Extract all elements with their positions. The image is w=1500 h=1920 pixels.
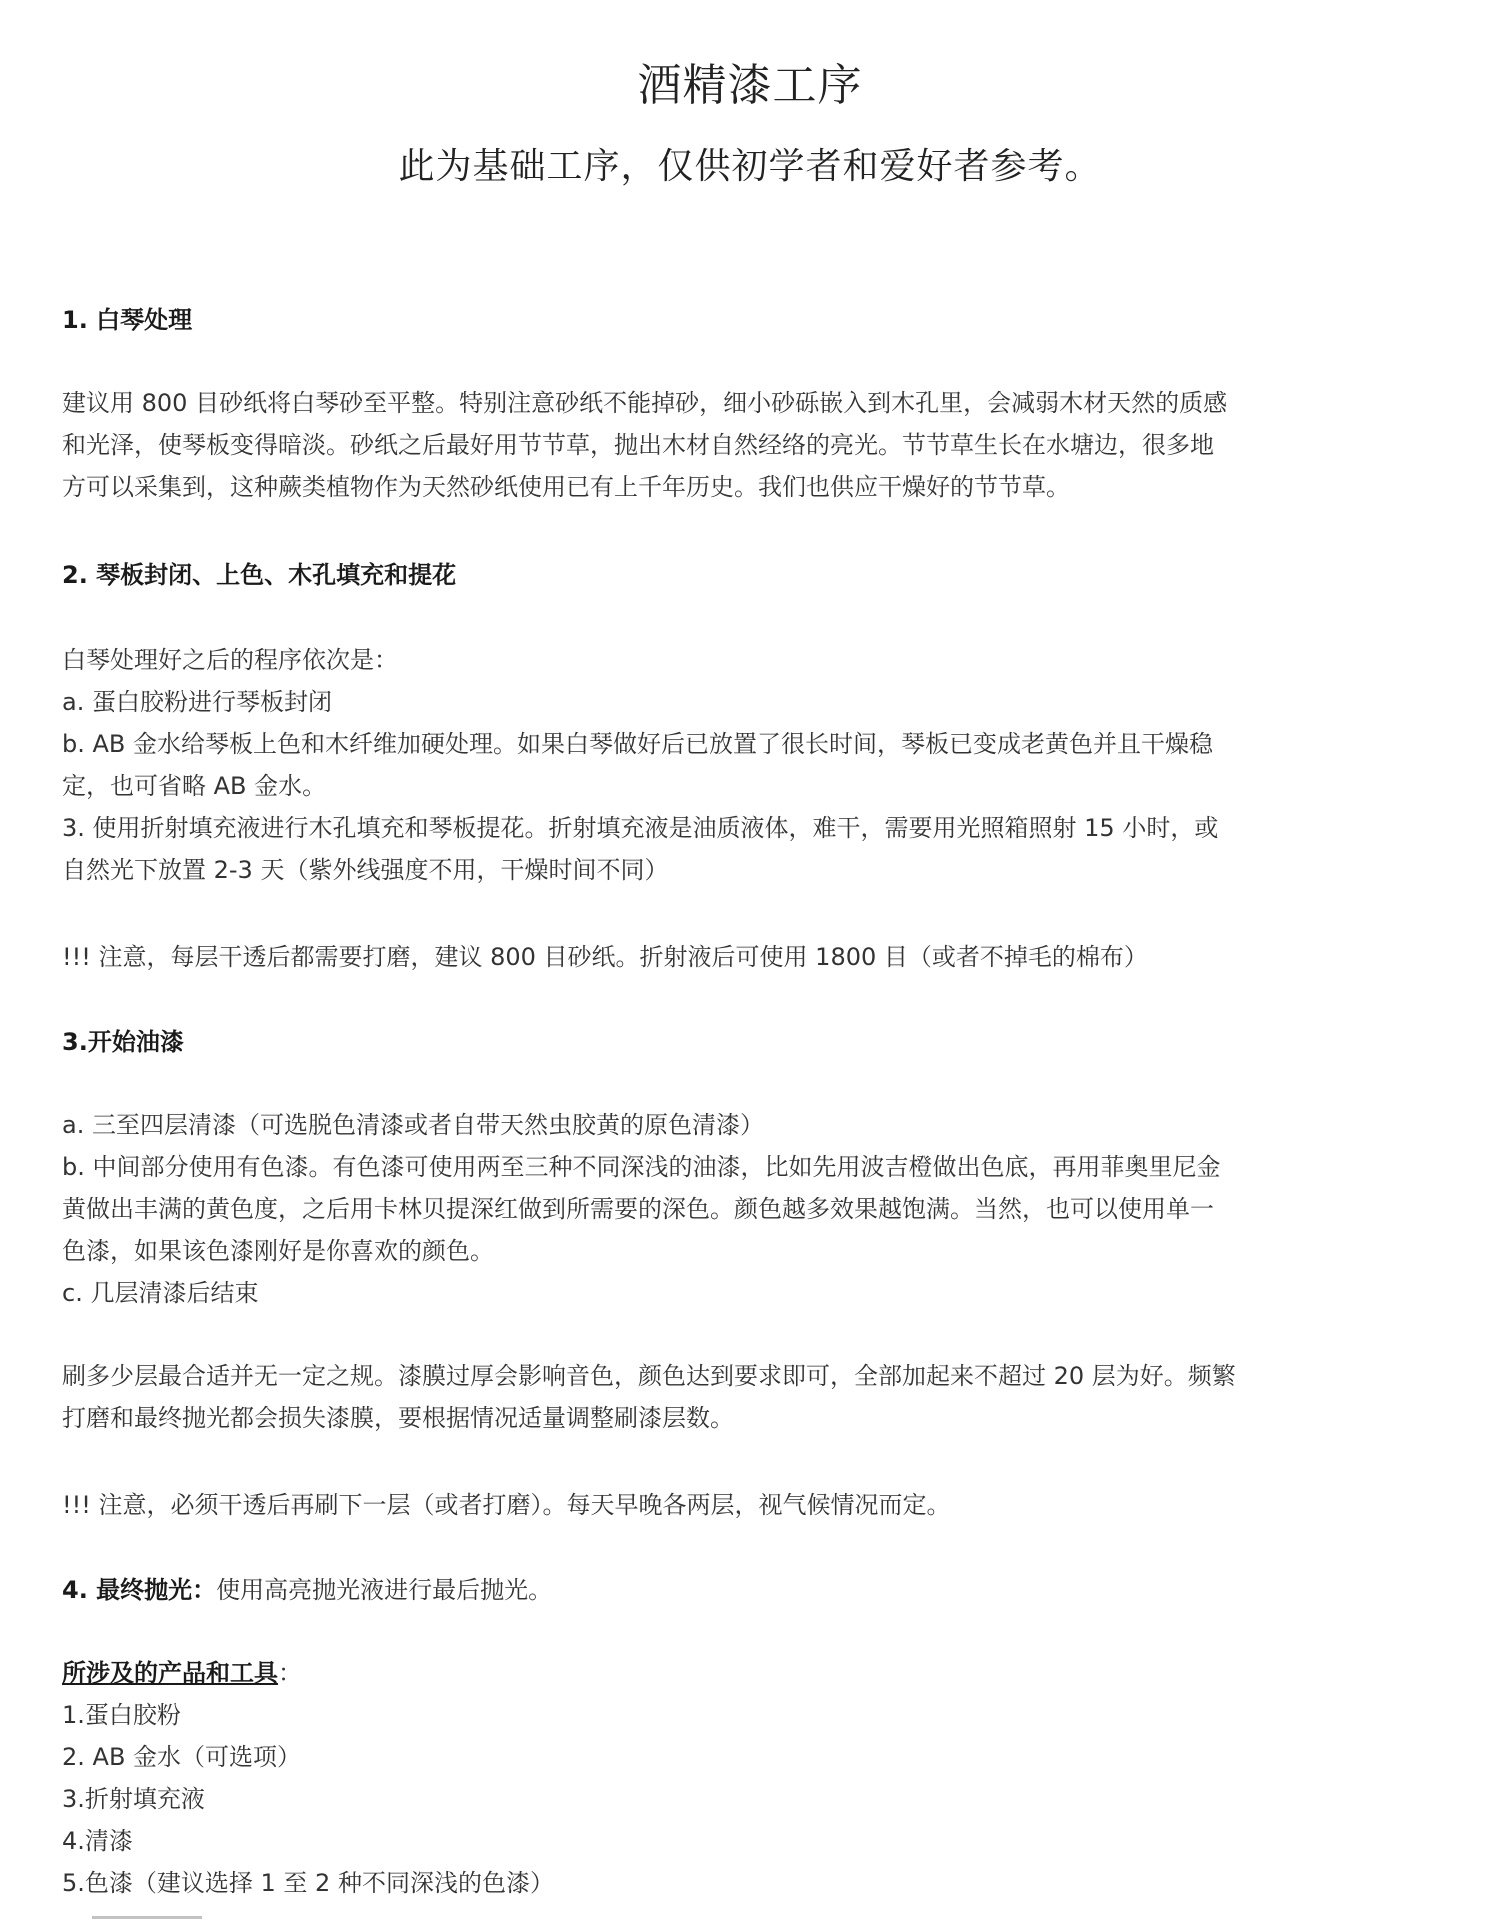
section-1-paragraph	[62, 382, 1462, 508]
products-heading: 所涉及的产品和工具	[62, 1659, 278, 1687]
list-item-b-line: b. AB 金水给琴板上色和木纤维加硬处理。如果白琴做好后已放置了很长时间，琴板已变成老黄色并且干燥稳	[62, 730, 1214, 758]
warning-note: !!! 注意，必须干透后再刷下一层（或者打磨）。每天早晚各两层，视气候情况而定。	[62, 1491, 951, 1519]
list-item-b-line: 黄做出丰满的黄色度，之后用卡林贝提深红做到所需要的深色。颜色越多效果越饱满。当然，也可以使用单一	[62, 1195, 1214, 1223]
section-4	[62, 1569, 1462, 1611]
list-item-b-line: b. 中间部分使用有色漆。有色漆可使用两至三种不同深浅的油漆，比如先用波吉橙做出色底，再用菲奥里尼金	[62, 1153, 1221, 1181]
product-item: 3.折射填充液	[62, 1785, 205, 1813]
products-section	[62, 1652, 1462, 1904]
section-2-note	[62, 936, 1462, 978]
section-3-note	[62, 1484, 1462, 1526]
section-1-heading: 1. 白琴处理	[62, 306, 193, 334]
section-3-body	[62, 1104, 1462, 1314]
paragraph-line: 和光泽，使琴板变得暗淡。砂纸之后最好用节节草，抛出木材自然经络的亮光。节节草生长在水塘边，很多地	[62, 431, 1214, 459]
document-title: 酒精漆工序	[637, 60, 863, 111]
list-item-a: a. 三至四层清漆（可选脱色清漆或者自带天然虫胶黄的原色清漆）	[62, 1111, 764, 1139]
products-heading-suffix: ：	[278, 1659, 302, 1687]
list-item-c: c. 几层清漆后结束	[62, 1279, 259, 1307]
product-item: 2. AB 金水（可选项）	[62, 1743, 302, 1771]
product-item: 4.清漆	[62, 1827, 133, 1855]
list-item-b-line: 色漆，如果该色漆刚好是你喜欢的颜色。	[62, 1237, 494, 1265]
list-item-b-line: 定，也可省略 AB 金水。	[62, 772, 327, 800]
truncated-text-fragment	[92, 1916, 202, 1920]
section-4-text: 使用高亮抛光液进行最后抛光。	[216, 1576, 553, 1604]
paragraph-line: 刷多少层最合适并无一定之规。漆膜过厚会影响音色，颜色达到要求即可，全部加起来不超过 20 层为好。频繁	[62, 1362, 1236, 1390]
list-item-a: a. 蛋白胶粉进行琴板封闭	[62, 688, 332, 716]
section-3-heading: 3.开始油漆	[62, 1028, 184, 1056]
paragraph-line: 建议用 800 目砂纸将白琴砂至平整。特别注意砂纸不能掉砂，细小砂砾嵌入到木孔里，会减弱木材天然的质感	[62, 389, 1228, 417]
product-item: 5.色漆（建议选择 1 至 2 种不同深浅的色漆）	[62, 1869, 554, 1897]
section-2-intro: 白琴处理好之后的程序依次是：	[62, 646, 398, 674]
list-item-3-line: 3. 使用折射填充液进行木孔填充和琴板提花。折射填充液是油质液体，难干，需要用光照箱照射 15 小时，或	[62, 814, 1219, 842]
truncated-product-item	[62, 1904, 262, 1920]
document-subtitle: 此为基础工序，仅供初学者和爱好者参考。	[398, 146, 1102, 187]
product-item: 1.蛋白胶粉	[62, 1701, 181, 1729]
paragraph-line: 方可以采集到，这种蕨类植物作为天然砂纸使用已有上千年历史。我们也供应干燥好的节节草。	[62, 473, 1070, 501]
section-2-body	[62, 639, 1462, 891]
warning-note: !!! 注意，每层干透后都需要打磨，建议 800 目砂纸。折射液后可使用 1800 目（或者不掉毛的棉布）	[62, 943, 1148, 971]
list-item-3-line: 自然光下放置 2-3 天（紫外线强度不用，干燥时间不同）	[62, 856, 669, 884]
section-4-heading: 4. 最终抛光：	[62, 1576, 217, 1604]
paragraph-line: 打磨和最终抛光都会损失漆膜，要根据情况适量调整刷漆层数。	[62, 1404, 734, 1432]
section-3-paragraph	[62, 1355, 1462, 1439]
section-2-heading: 2. 琴板封闭、上色、木孔填充和提花	[62, 561, 457, 589]
